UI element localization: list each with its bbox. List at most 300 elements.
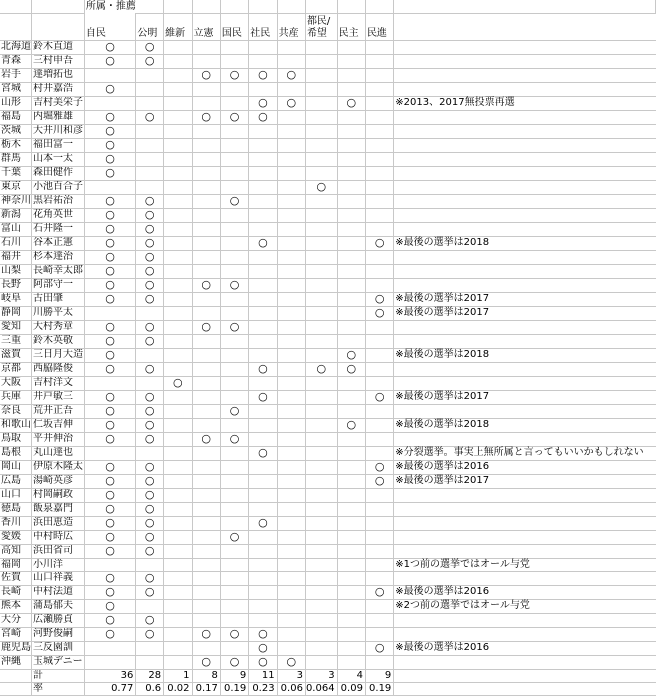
support-cell-ishin[interactable] bbox=[164, 599, 192, 613]
support-cell-shamin[interactable] bbox=[249, 278, 277, 292]
support-cell-tomin[interactable] bbox=[305, 250, 337, 264]
support-cell-koumei[interactable] bbox=[136, 558, 164, 571]
support-cell-shamin[interactable] bbox=[249, 250, 277, 264]
governor-name-cell[interactable]: 井戸敏三 bbox=[32, 390, 85, 404]
support-cell-shamin[interactable] bbox=[249, 446, 277, 460]
prefecture-cell[interactable]: 長野 bbox=[0, 278, 32, 292]
support-cell-tomin[interactable] bbox=[305, 474, 337, 488]
cell-empty[interactable] bbox=[394, 166, 656, 180]
prefecture-cell[interactable]: 鳥取 bbox=[0, 432, 32, 446]
support-cell-minshu[interactable] bbox=[337, 334, 365, 348]
note-cell[interactable]: ※最後の選挙は2018 bbox=[394, 418, 656, 432]
support-cell-minshu[interactable] bbox=[337, 558, 365, 571]
support-cell-koumei[interactable] bbox=[136, 236, 164, 250]
rates-label-cell[interactable]: 率 bbox=[32, 682, 85, 695]
support-cell-jimin[interactable] bbox=[84, 278, 136, 292]
support-cell-ishin[interactable] bbox=[164, 208, 192, 222]
support-cell-kokumin[interactable] bbox=[220, 446, 248, 460]
support-cell-rikken[interactable] bbox=[192, 418, 220, 432]
support-cell-minshu[interactable] bbox=[337, 544, 365, 558]
support-cell-kokumin[interactable] bbox=[220, 348, 248, 362]
support-cell-koumei[interactable] bbox=[136, 390, 164, 404]
governor-name-cell[interactable]: 湯崎英彦 bbox=[32, 474, 85, 488]
support-cell-ishin[interactable] bbox=[164, 306, 192, 320]
support-cell-rikken[interactable] bbox=[192, 40, 220, 54]
support-cell-shamin[interactable] bbox=[249, 348, 277, 362]
support-cell-shamin[interactable] bbox=[249, 516, 277, 530]
support-cell-tomin[interactable] bbox=[305, 236, 337, 250]
cell-empty[interactable] bbox=[305, 0, 337, 13]
support-cell-minshin[interactable] bbox=[365, 278, 393, 292]
support-cell-jimin[interactable] bbox=[84, 96, 136, 110]
governor-name-cell[interactable]: 達増拓也 bbox=[32, 68, 85, 82]
support-cell-ishin[interactable] bbox=[164, 627, 192, 641]
support-cell-shamin[interactable] bbox=[249, 222, 277, 236]
support-cell-tomin[interactable] bbox=[305, 585, 337, 599]
cell-empty[interactable] bbox=[394, 264, 656, 278]
support-cell-kokumin[interactable] bbox=[220, 222, 248, 236]
support-cell-minshin[interactable] bbox=[365, 432, 393, 446]
support-cell-ishin[interactable] bbox=[164, 502, 192, 516]
support-cell-koumei[interactable] bbox=[136, 613, 164, 627]
support-cell-jimin[interactable] bbox=[84, 599, 136, 613]
support-cell-ishin[interactable] bbox=[164, 585, 192, 599]
prefecture-cell[interactable]: 広島 bbox=[0, 474, 32, 488]
support-cell-kyousan[interactable] bbox=[277, 54, 305, 68]
governor-name-cell[interactable]: 内堀雅雄 bbox=[32, 110, 85, 124]
support-cell-kokumin[interactable] bbox=[220, 474, 248, 488]
support-cell-jimin[interactable] bbox=[84, 362, 136, 376]
support-cell-rikken[interactable] bbox=[192, 460, 220, 474]
support-cell-rikken[interactable] bbox=[192, 278, 220, 292]
cell-empty[interactable] bbox=[394, 152, 656, 166]
support-cell-ishin[interactable] bbox=[164, 40, 192, 54]
support-cell-kyousan[interactable] bbox=[277, 194, 305, 208]
cell-empty[interactable] bbox=[394, 502, 656, 516]
note-cell[interactable]: ※最後の選挙は2017 bbox=[394, 474, 656, 488]
party-header-jimin[interactable]: 自民 bbox=[84, 13, 136, 40]
governor-name-cell[interactable]: 西脇隆俊 bbox=[32, 362, 85, 376]
support-cell-koumei[interactable] bbox=[136, 655, 164, 669]
support-cell-minshu[interactable] bbox=[337, 460, 365, 474]
support-cell-tomin[interactable] bbox=[305, 138, 337, 152]
support-cell-koumei[interactable] bbox=[136, 432, 164, 446]
support-cell-minshin[interactable] bbox=[365, 516, 393, 530]
support-cell-jimin[interactable] bbox=[84, 194, 136, 208]
prefecture-cell[interactable]: 沖縄 bbox=[0, 655, 32, 669]
support-cell-rikken[interactable] bbox=[192, 250, 220, 264]
total-value-cell[interactable]: 8 bbox=[192, 669, 220, 682]
note-cell[interactable]: ※最後の選挙は2016 bbox=[394, 641, 656, 655]
total-value-cell[interactable]: 1 bbox=[164, 669, 192, 682]
prefecture-cell[interactable]: 滋賀 bbox=[0, 348, 32, 362]
prefecture-cell[interactable]: 岩手 bbox=[0, 68, 32, 82]
prefecture-cell[interactable]: 山形 bbox=[0, 96, 32, 110]
cell-empty[interactable] bbox=[394, 54, 656, 68]
support-cell-jimin[interactable] bbox=[84, 544, 136, 558]
support-cell-tomin[interactable] bbox=[305, 40, 337, 54]
governor-name-cell[interactable]: 小池百合子 bbox=[33, 181, 83, 192]
support-cell-kokumin[interactable] bbox=[220, 152, 248, 166]
support-cell-kokumin[interactable] bbox=[220, 320, 248, 334]
support-cell-minshin[interactable] bbox=[365, 502, 393, 516]
support-cell-tomin[interactable] bbox=[305, 488, 337, 502]
support-cell-tomin[interactable] bbox=[305, 96, 337, 110]
support-cell-minshin[interactable] bbox=[365, 54, 393, 68]
support-cell-ishin[interactable] bbox=[164, 418, 192, 432]
support-cell-shamin[interactable] bbox=[249, 124, 277, 138]
governor-name-cell[interactable]: 中村時広 bbox=[32, 530, 85, 544]
support-cell-rikken[interactable] bbox=[192, 627, 220, 641]
governor-name-cell[interactable]: 小川洋 bbox=[32, 558, 85, 571]
support-cell-koumei[interactable] bbox=[136, 502, 164, 516]
support-cell-jimin[interactable] bbox=[84, 40, 136, 54]
support-cell-minshin[interactable] bbox=[365, 306, 393, 320]
support-cell-koumei[interactable] bbox=[136, 68, 164, 82]
support-cell-kyousan[interactable] bbox=[277, 264, 305, 278]
cell-empty[interactable] bbox=[394, 194, 656, 208]
support-cell-koumei[interactable] bbox=[136, 96, 164, 110]
support-cell-ishin[interactable] bbox=[164, 488, 192, 502]
support-cell-jimin[interactable] bbox=[84, 571, 136, 585]
support-cell-tomin[interactable] bbox=[305, 502, 337, 516]
support-cell-koumei[interactable] bbox=[136, 334, 164, 348]
support-cell-minshu[interactable] bbox=[337, 418, 365, 432]
support-cell-minshu[interactable] bbox=[337, 488, 365, 502]
support-cell-jimin[interactable] bbox=[84, 348, 136, 362]
cell-empty[interactable] bbox=[365, 0, 393, 13]
support-cell-koumei[interactable] bbox=[136, 488, 164, 502]
support-cell-kyousan[interactable] bbox=[277, 306, 305, 320]
support-cell-ishin[interactable] bbox=[164, 54, 192, 68]
support-cell-kokumin[interactable] bbox=[220, 208, 248, 222]
support-cell-ishin[interactable] bbox=[164, 194, 192, 208]
support-cell-ishin[interactable] bbox=[164, 250, 192, 264]
cell-empty[interactable] bbox=[394, 68, 656, 82]
support-cell-shamin[interactable] bbox=[249, 641, 277, 655]
note-cell[interactable]: ※2013、2017無投票再選 bbox=[394, 96, 656, 110]
cell-empty[interactable] bbox=[394, 13, 656, 40]
support-cell-rikken[interactable] bbox=[192, 320, 220, 334]
support-cell-shamin[interactable] bbox=[249, 292, 277, 306]
support-cell-koumei[interactable] bbox=[136, 571, 164, 585]
support-cell-jimin[interactable] bbox=[84, 334, 136, 348]
support-cell-tomin[interactable] bbox=[305, 530, 337, 544]
support-cell-koumei[interactable] bbox=[136, 641, 164, 655]
cell-empty[interactable] bbox=[394, 404, 656, 418]
support-cell-kokumin[interactable] bbox=[220, 264, 248, 278]
support-cell-minshin[interactable] bbox=[365, 641, 393, 655]
prefecture-cell[interactable]: 福井 bbox=[0, 250, 32, 264]
governor-name-cell[interactable]: 福田富一 bbox=[32, 138, 85, 152]
governor-name-cell[interactable]: 大村秀章 bbox=[32, 320, 85, 334]
support-cell-tomin[interactable] bbox=[305, 558, 337, 571]
support-cell-rikken[interactable] bbox=[192, 530, 220, 544]
support-cell-minshu[interactable] bbox=[337, 82, 365, 96]
support-cell-kyousan[interactable] bbox=[277, 152, 305, 166]
support-cell-koumei[interactable] bbox=[136, 474, 164, 488]
support-cell-kokumin[interactable] bbox=[220, 404, 248, 418]
support-cell-kokumin[interactable] bbox=[220, 82, 248, 96]
support-cell-tomin[interactable] bbox=[305, 432, 337, 446]
support-cell-jimin[interactable] bbox=[84, 418, 136, 432]
support-cell-minshu[interactable] bbox=[337, 194, 365, 208]
prefecture-cell[interactable]: 徳島 bbox=[0, 502, 32, 516]
support-cell-jimin[interactable] bbox=[84, 222, 136, 236]
support-cell-minshu[interactable] bbox=[337, 68, 365, 82]
support-cell-kokumin[interactable] bbox=[220, 488, 248, 502]
support-cell-tomin[interactable] bbox=[305, 278, 337, 292]
support-cell-ishin[interactable] bbox=[164, 222, 192, 236]
support-cell-minshu[interactable] bbox=[337, 655, 365, 669]
support-cell-koumei[interactable] bbox=[136, 460, 164, 474]
rate-value-cell[interactable]: 0.064 bbox=[305, 682, 337, 695]
support-cell-tomin[interactable] bbox=[305, 446, 337, 460]
support-cell-minshin[interactable] bbox=[365, 348, 393, 362]
support-cell-jimin[interactable] bbox=[84, 180, 136, 194]
support-cell-shamin[interactable] bbox=[249, 474, 277, 488]
support-cell-rikken[interactable] bbox=[192, 152, 220, 166]
support-cell-shamin[interactable] bbox=[249, 418, 277, 432]
cell-empty[interactable] bbox=[394, 278, 656, 292]
support-cell-kyousan[interactable] bbox=[277, 124, 305, 138]
support-cell-minshin[interactable] bbox=[365, 334, 393, 348]
rate-value-cell[interactable]: 0.06 bbox=[277, 682, 305, 695]
support-cell-koumei[interactable] bbox=[136, 110, 164, 124]
governor-name-cell[interactable]: 三日月大造 bbox=[33, 349, 83, 360]
support-cell-koumei[interactable] bbox=[136, 180, 164, 194]
cell-empty[interactable] bbox=[394, 432, 656, 446]
support-cell-minshin[interactable] bbox=[365, 166, 393, 180]
support-cell-minshu[interactable] bbox=[337, 599, 365, 613]
cell-empty[interactable] bbox=[394, 655, 656, 669]
support-cell-kokumin[interactable] bbox=[220, 544, 248, 558]
rate-value-cell[interactable]: 0.19 bbox=[365, 682, 393, 695]
support-cell-kyousan[interactable] bbox=[277, 166, 305, 180]
support-cell-koumei[interactable] bbox=[136, 362, 164, 376]
prefecture-cell[interactable]: 愛媛 bbox=[0, 530, 32, 544]
support-cell-rikken[interactable] bbox=[192, 334, 220, 348]
governor-name-cell[interactable]: 伊原木隆太 bbox=[33, 461, 83, 472]
support-cell-rikken[interactable] bbox=[192, 655, 220, 669]
prefecture-cell[interactable]: 北海道 bbox=[1, 41, 31, 52]
support-cell-shamin[interactable] bbox=[249, 558, 277, 571]
total-value-cell[interactable]: 4 bbox=[337, 669, 365, 682]
support-cell-shamin[interactable] bbox=[249, 306, 277, 320]
prefecture-cell[interactable]: 石川 bbox=[0, 236, 32, 250]
support-cell-ishin[interactable] bbox=[164, 292, 192, 306]
support-cell-jimin[interactable] bbox=[84, 432, 136, 446]
governor-name-cell[interactable]: 村岡嗣政 bbox=[32, 488, 85, 502]
support-cell-minshin[interactable] bbox=[365, 96, 393, 110]
cell-empty[interactable] bbox=[394, 180, 656, 194]
support-cell-rikken[interactable] bbox=[192, 376, 220, 390]
support-cell-minshu[interactable] bbox=[337, 278, 365, 292]
governor-name-cell[interactable]: 花角英世 bbox=[32, 208, 85, 222]
governor-name-cell[interactable]: 山本一太 bbox=[32, 152, 85, 166]
support-cell-rikken[interactable] bbox=[192, 474, 220, 488]
support-cell-koumei[interactable] bbox=[136, 446, 164, 460]
cell-empty[interactable] bbox=[394, 571, 656, 585]
prefecture-cell[interactable]: 宮崎 bbox=[0, 627, 32, 641]
support-cell-jimin[interactable] bbox=[84, 585, 136, 599]
support-cell-minshu[interactable] bbox=[337, 54, 365, 68]
support-cell-shamin[interactable] bbox=[249, 68, 277, 82]
support-cell-koumei[interactable] bbox=[136, 404, 164, 418]
support-cell-ishin[interactable] bbox=[164, 474, 192, 488]
support-cell-shamin[interactable] bbox=[249, 264, 277, 278]
support-cell-koumei[interactable] bbox=[136, 585, 164, 599]
support-cell-kyousan[interactable] bbox=[277, 446, 305, 460]
cell-empty[interactable] bbox=[394, 613, 656, 627]
support-cell-koumei[interactable] bbox=[136, 278, 164, 292]
support-cell-tomin[interactable] bbox=[305, 460, 337, 474]
support-cell-kokumin[interactable] bbox=[220, 362, 248, 376]
support-cell-minshin[interactable] bbox=[365, 376, 393, 390]
support-cell-kyousan[interactable] bbox=[277, 585, 305, 599]
prefecture-cell[interactable]: 佐賀 bbox=[0, 571, 32, 585]
support-cell-kyousan[interactable] bbox=[277, 627, 305, 641]
governor-name-cell[interactable]: 広瀬勝貞 bbox=[32, 613, 85, 627]
support-cell-minshin[interactable] bbox=[365, 320, 393, 334]
prefecture-cell[interactable]: 福島 bbox=[0, 110, 32, 124]
note-cell[interactable]: ※最後の選挙は2016 bbox=[394, 460, 656, 474]
prefecture-cell[interactable]: 兵庫 bbox=[0, 390, 32, 404]
support-cell-shamin[interactable] bbox=[249, 320, 277, 334]
support-cell-jimin[interactable] bbox=[84, 82, 136, 96]
prefecture-cell[interactable]: 東京 bbox=[0, 180, 32, 194]
support-cell-minshu[interactable] bbox=[337, 222, 365, 236]
support-cell-tomin[interactable] bbox=[305, 194, 337, 208]
party-header-shamin[interactable]: 社民 bbox=[249, 13, 277, 40]
support-cell-kyousan[interactable] bbox=[277, 236, 305, 250]
support-cell-kyousan[interactable] bbox=[277, 208, 305, 222]
governor-name-cell[interactable]: 谷本正憲 bbox=[32, 236, 85, 250]
rate-value-cell[interactable]: 0.19 bbox=[220, 682, 248, 695]
support-cell-tomin[interactable] bbox=[305, 208, 337, 222]
prefecture-cell[interactable]: 大阪 bbox=[0, 376, 32, 390]
support-cell-koumei[interactable] bbox=[136, 194, 164, 208]
support-cell-kyousan[interactable] bbox=[277, 96, 305, 110]
support-cell-kyousan[interactable] bbox=[277, 68, 305, 82]
note-cell[interactable]: ※最後の選挙は2018 bbox=[394, 236, 656, 250]
rate-value-cell[interactable]: 0.02 bbox=[164, 682, 192, 695]
support-cell-rikken[interactable] bbox=[192, 264, 220, 278]
rate-value-cell[interactable]: 0.77 bbox=[84, 682, 136, 695]
support-cell-rikken[interactable] bbox=[192, 348, 220, 362]
support-cell-kyousan[interactable] bbox=[277, 250, 305, 264]
support-cell-ishin[interactable] bbox=[164, 362, 192, 376]
cell-empty[interactable] bbox=[394, 530, 656, 544]
support-cell-koumei[interactable] bbox=[136, 124, 164, 138]
support-cell-kyousan[interactable] bbox=[277, 222, 305, 236]
cell-empty[interactable] bbox=[394, 682, 656, 695]
support-cell-minshu[interactable] bbox=[337, 306, 365, 320]
cell-empty[interactable] bbox=[394, 362, 656, 376]
cell-empty[interactable] bbox=[394, 627, 656, 641]
support-cell-minshin[interactable] bbox=[365, 208, 393, 222]
support-cell-kokumin[interactable] bbox=[220, 306, 248, 320]
support-cell-tomin[interactable] bbox=[305, 613, 337, 627]
support-cell-tomin[interactable] bbox=[305, 166, 337, 180]
support-cell-shamin[interactable] bbox=[249, 110, 277, 124]
cell-empty[interactable] bbox=[136, 0, 164, 13]
support-cell-jimin[interactable] bbox=[84, 152, 136, 166]
support-cell-koumei[interactable] bbox=[136, 250, 164, 264]
cell-empty[interactable] bbox=[394, 488, 656, 502]
support-cell-kyousan[interactable] bbox=[277, 599, 305, 613]
support-cell-tomin[interactable] bbox=[305, 82, 337, 96]
support-cell-minshu[interactable] bbox=[337, 474, 365, 488]
support-cell-minshin[interactable] bbox=[365, 292, 393, 306]
prefecture-cell[interactable]: 香川 bbox=[0, 516, 32, 530]
support-cell-tomin[interactable] bbox=[305, 110, 337, 124]
support-cell-kyousan[interactable] bbox=[277, 474, 305, 488]
cell-empty[interactable] bbox=[394, 0, 656, 13]
support-cell-rikken[interactable] bbox=[192, 446, 220, 460]
support-cell-tomin[interactable] bbox=[305, 655, 337, 669]
prefecture-cell[interactable]: 島根 bbox=[0, 446, 32, 460]
governor-name-cell[interactable]: 吉村洋文 bbox=[32, 376, 85, 390]
governor-name-cell[interactable]: 蒲島郁夫 bbox=[32, 599, 85, 613]
support-cell-ishin[interactable] bbox=[164, 236, 192, 250]
support-cell-shamin[interactable] bbox=[249, 544, 277, 558]
support-cell-shamin[interactable] bbox=[249, 96, 277, 110]
total-value-cell[interactable]: 9 bbox=[220, 669, 248, 682]
party-header-minshu[interactable]: 民主 bbox=[337, 13, 365, 40]
support-cell-jimin[interactable] bbox=[84, 627, 136, 641]
party-header-ishin[interactable]: 維新 bbox=[164, 13, 192, 40]
support-cell-kyousan[interactable] bbox=[277, 488, 305, 502]
totals-label-cell[interactable]: 計 bbox=[32, 669, 85, 682]
support-cell-kyousan[interactable] bbox=[277, 530, 305, 544]
support-cell-rikken[interactable] bbox=[192, 194, 220, 208]
support-cell-kyousan[interactable] bbox=[277, 180, 305, 194]
support-cell-tomin[interactable] bbox=[305, 418, 337, 432]
support-cell-rikken[interactable] bbox=[192, 222, 220, 236]
support-cell-kokumin[interactable] bbox=[220, 180, 248, 194]
support-cell-tomin[interactable] bbox=[305, 54, 337, 68]
support-cell-kyousan[interactable] bbox=[277, 110, 305, 124]
governor-name-cell[interactable]: 河野俊嗣 bbox=[32, 627, 85, 641]
support-cell-tomin[interactable] bbox=[305, 516, 337, 530]
cell-empty[interactable] bbox=[0, 0, 32, 13]
governor-name-cell[interactable]: 鈴木英敬 bbox=[32, 334, 85, 348]
cell-empty[interactable] bbox=[394, 222, 656, 236]
support-cell-rikken[interactable] bbox=[192, 124, 220, 138]
support-cell-kyousan[interactable] bbox=[277, 138, 305, 152]
support-cell-shamin[interactable] bbox=[249, 334, 277, 348]
support-cell-minshin[interactable] bbox=[365, 627, 393, 641]
support-cell-ishin[interactable] bbox=[164, 138, 192, 152]
support-cell-minshin[interactable] bbox=[365, 544, 393, 558]
support-cell-kokumin[interactable] bbox=[220, 599, 248, 613]
support-cell-ishin[interactable] bbox=[164, 348, 192, 362]
support-cell-rikken[interactable] bbox=[192, 432, 220, 446]
cell-empty[interactable] bbox=[0, 682, 32, 695]
support-cell-shamin[interactable] bbox=[249, 208, 277, 222]
support-cell-kyousan[interactable] bbox=[277, 82, 305, 96]
prefecture-cell[interactable]: 山梨 bbox=[0, 264, 32, 278]
support-cell-kokumin[interactable] bbox=[220, 124, 248, 138]
support-cell-koumei[interactable] bbox=[136, 292, 164, 306]
support-cell-shamin[interactable] bbox=[249, 138, 277, 152]
cell-empty[interactable] bbox=[32, 0, 85, 13]
support-cell-minshin[interactable] bbox=[365, 124, 393, 138]
support-cell-tomin[interactable] bbox=[305, 376, 337, 390]
note-cell[interactable]: ※最後の選挙は2017 bbox=[394, 306, 656, 320]
support-cell-tomin[interactable] bbox=[305, 362, 337, 376]
